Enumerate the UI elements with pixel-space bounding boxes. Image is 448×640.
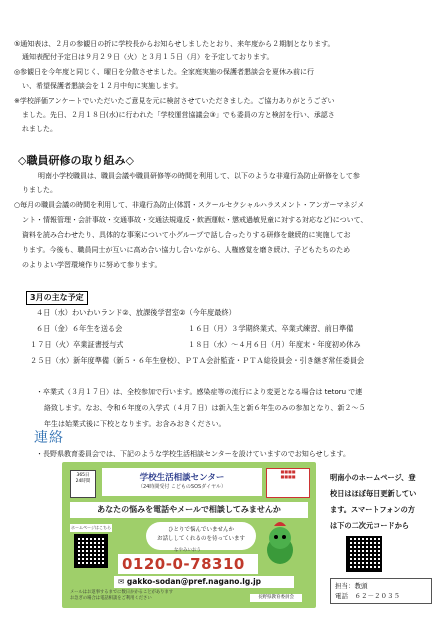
training-line: りました。 [22, 186, 57, 194]
bubble-line: お話ししてくれるのを待っています [156, 536, 245, 542]
schedule-item: １６日（月）３学期終業式、卒業式練習、前日準備 [188, 324, 354, 333]
notice-line: ◎参観日を今年度と同じく、曜日を分散させました。全家庭実施の保護者懇談会を夏休み前に行 [14, 68, 314, 76]
consultation-poster [62, 462, 316, 608]
hours-badge: 365日 24時間 [70, 470, 96, 498]
training-line: ります。今後も、職員同士が互いに高め合い協力し合いながら、人権感覚を磨き続け、子どもたちのため [22, 246, 351, 254]
poster-catchphrase: あなたの悩みを電話やメールで相談してみませんか [70, 502, 308, 518]
graduation-line: 絡致します。なお、令和６年度の入学式（４月７日）は新入生と新６年生のみの参加となり、新２～５ [44, 404, 366, 412]
training-line: のよりよい学習環境作りに努めて参ります。 [22, 261, 162, 269]
side-line: 明南小のホームページ、登 [330, 473, 416, 482]
notice-line: れました。 [22, 125, 57, 133]
poster-qr-code[interactable] [74, 534, 108, 568]
phone-number: 0120-0-78310 [122, 555, 245, 573]
schedule-row [36, 307, 236, 319]
graduation-line: 年生は始業式後に下校となります。お含みおきください。 [44, 420, 226, 428]
training-line: 資料を読み合わせたり、具体的な事案について小グループで話し合ったりする研修を継続的に実施してお [22, 231, 351, 239]
schedule-item: ４日（水）わいわいランド②、放課後学習室②（今年度最終） [36, 308, 236, 317]
notice-line: 通知表配付予定日は９月２９日（火）と３月１５日（月）を予定しております。 [22, 53, 274, 61]
mascot-icon [260, 520, 300, 566]
notice-line: ※学校評価アンケートでいただいたご意見を元に検討させていただきました。ご協力ありがとうござい [14, 97, 335, 105]
office-phone: 電話 ６２－２０３５ [335, 592, 400, 600]
graduation-line: ・卒業式（３月１７日）は、全校参加で行います。感染症等の流行により変更となる場合は tetoru で連 [36, 388, 363, 396]
schedule-title: 3月の主な予定 [26, 291, 88, 305]
side-line: 校日はほぼ毎日更新してい [330, 489, 417, 498]
training-heading: ◇職員研修の取り組み◇ [18, 154, 134, 167]
training-line: ント・情報管理・会計事故・交通事故・交通法規違反・飲酒運転・懲戒過敏児童に対する対応など)について、 [22, 216, 368, 224]
notice-line: い、希望保護者懇談会を１２月中旬に実施します。 [22, 82, 183, 90]
email-text: gakko-sodan@pref.nagano.lg.jp [126, 577, 262, 586]
poster-title: 学校生活相談センター [139, 473, 225, 483]
publisher-badge: 長野県教育委員会 [250, 594, 302, 602]
contact-line: ・長野県教育委員会では、下記のような学校生活相談センターを設けていますのでお知らせします。 [36, 450, 350, 458]
training-line: ○毎月の職員会議の時間を利用して、非違行為防止(体罰・スクールセクシャルハラスメント・アンガーマネジメ [14, 201, 365, 209]
notice-line: ⑤通知表は、２月の参観日の折に学校長からお知らせしましたとおり、来年度から２期制となります。 [14, 40, 335, 48]
poster-subtitle: （24時間受付 こどものSOSダイヤル） [137, 484, 227, 490]
poster-note: メールはお返事するまでに数日かかることがあります [70, 590, 174, 595]
schedule-item: ２５日（水）新年度準備（新５・６年生登校）、ＰＴＡ会計監査・ＰＴＡ総役員会・引き継ぎ常任委員会 [30, 356, 365, 365]
poster-note: お急ぎの場合は電話相談をご利用ください [70, 596, 152, 601]
notice-line: ました。先日、２月１８日(水)に行われた「学校運営協議会③」でも委員の方と検討を行い、承認さ [22, 111, 335, 119]
schedule-row [30, 355, 364, 367]
phone-ruby: なやみいおう [174, 548, 201, 553]
side-line: は下の二次元コードから [330, 521, 410, 530]
training-line: 明南小学校職員は、職員会議や職員研修等の時間を利用して、以下のような非違行為防止研修をして参 [38, 172, 360, 180]
poster-notes [70, 590, 240, 602]
bubble-line: ひとりで悩んでいませんか [167, 527, 234, 533]
email-address[interactable]: ✉ gakko-sodan@pref.nagano.lg.jp [114, 576, 294, 588]
contact-heading: 連絡 [34, 430, 64, 446]
hp-label: ホームページはこちら [71, 525, 111, 530]
side-line: ます。スマートフォンの方 [330, 505, 415, 514]
notice-stamp: ■■■■ ■■■■ [266, 468, 310, 498]
phone-box[interactable] [118, 548, 258, 574]
speech-bubble [146, 522, 256, 550]
office-label: 担当：教頭 [335, 582, 368, 590]
schedule-item: ６日（金）６年生を送る会 [36, 324, 123, 333]
school-contact-box [330, 578, 432, 604]
schedule-item: １８日（水）～４月６日（月）年度末・年度初め休み [188, 340, 361, 349]
schedule-item: １７日（火）卒業証書授与式 [30, 340, 124, 349]
poster-title-box [102, 468, 262, 496]
school-website-qr-code[interactable] [346, 536, 382, 572]
